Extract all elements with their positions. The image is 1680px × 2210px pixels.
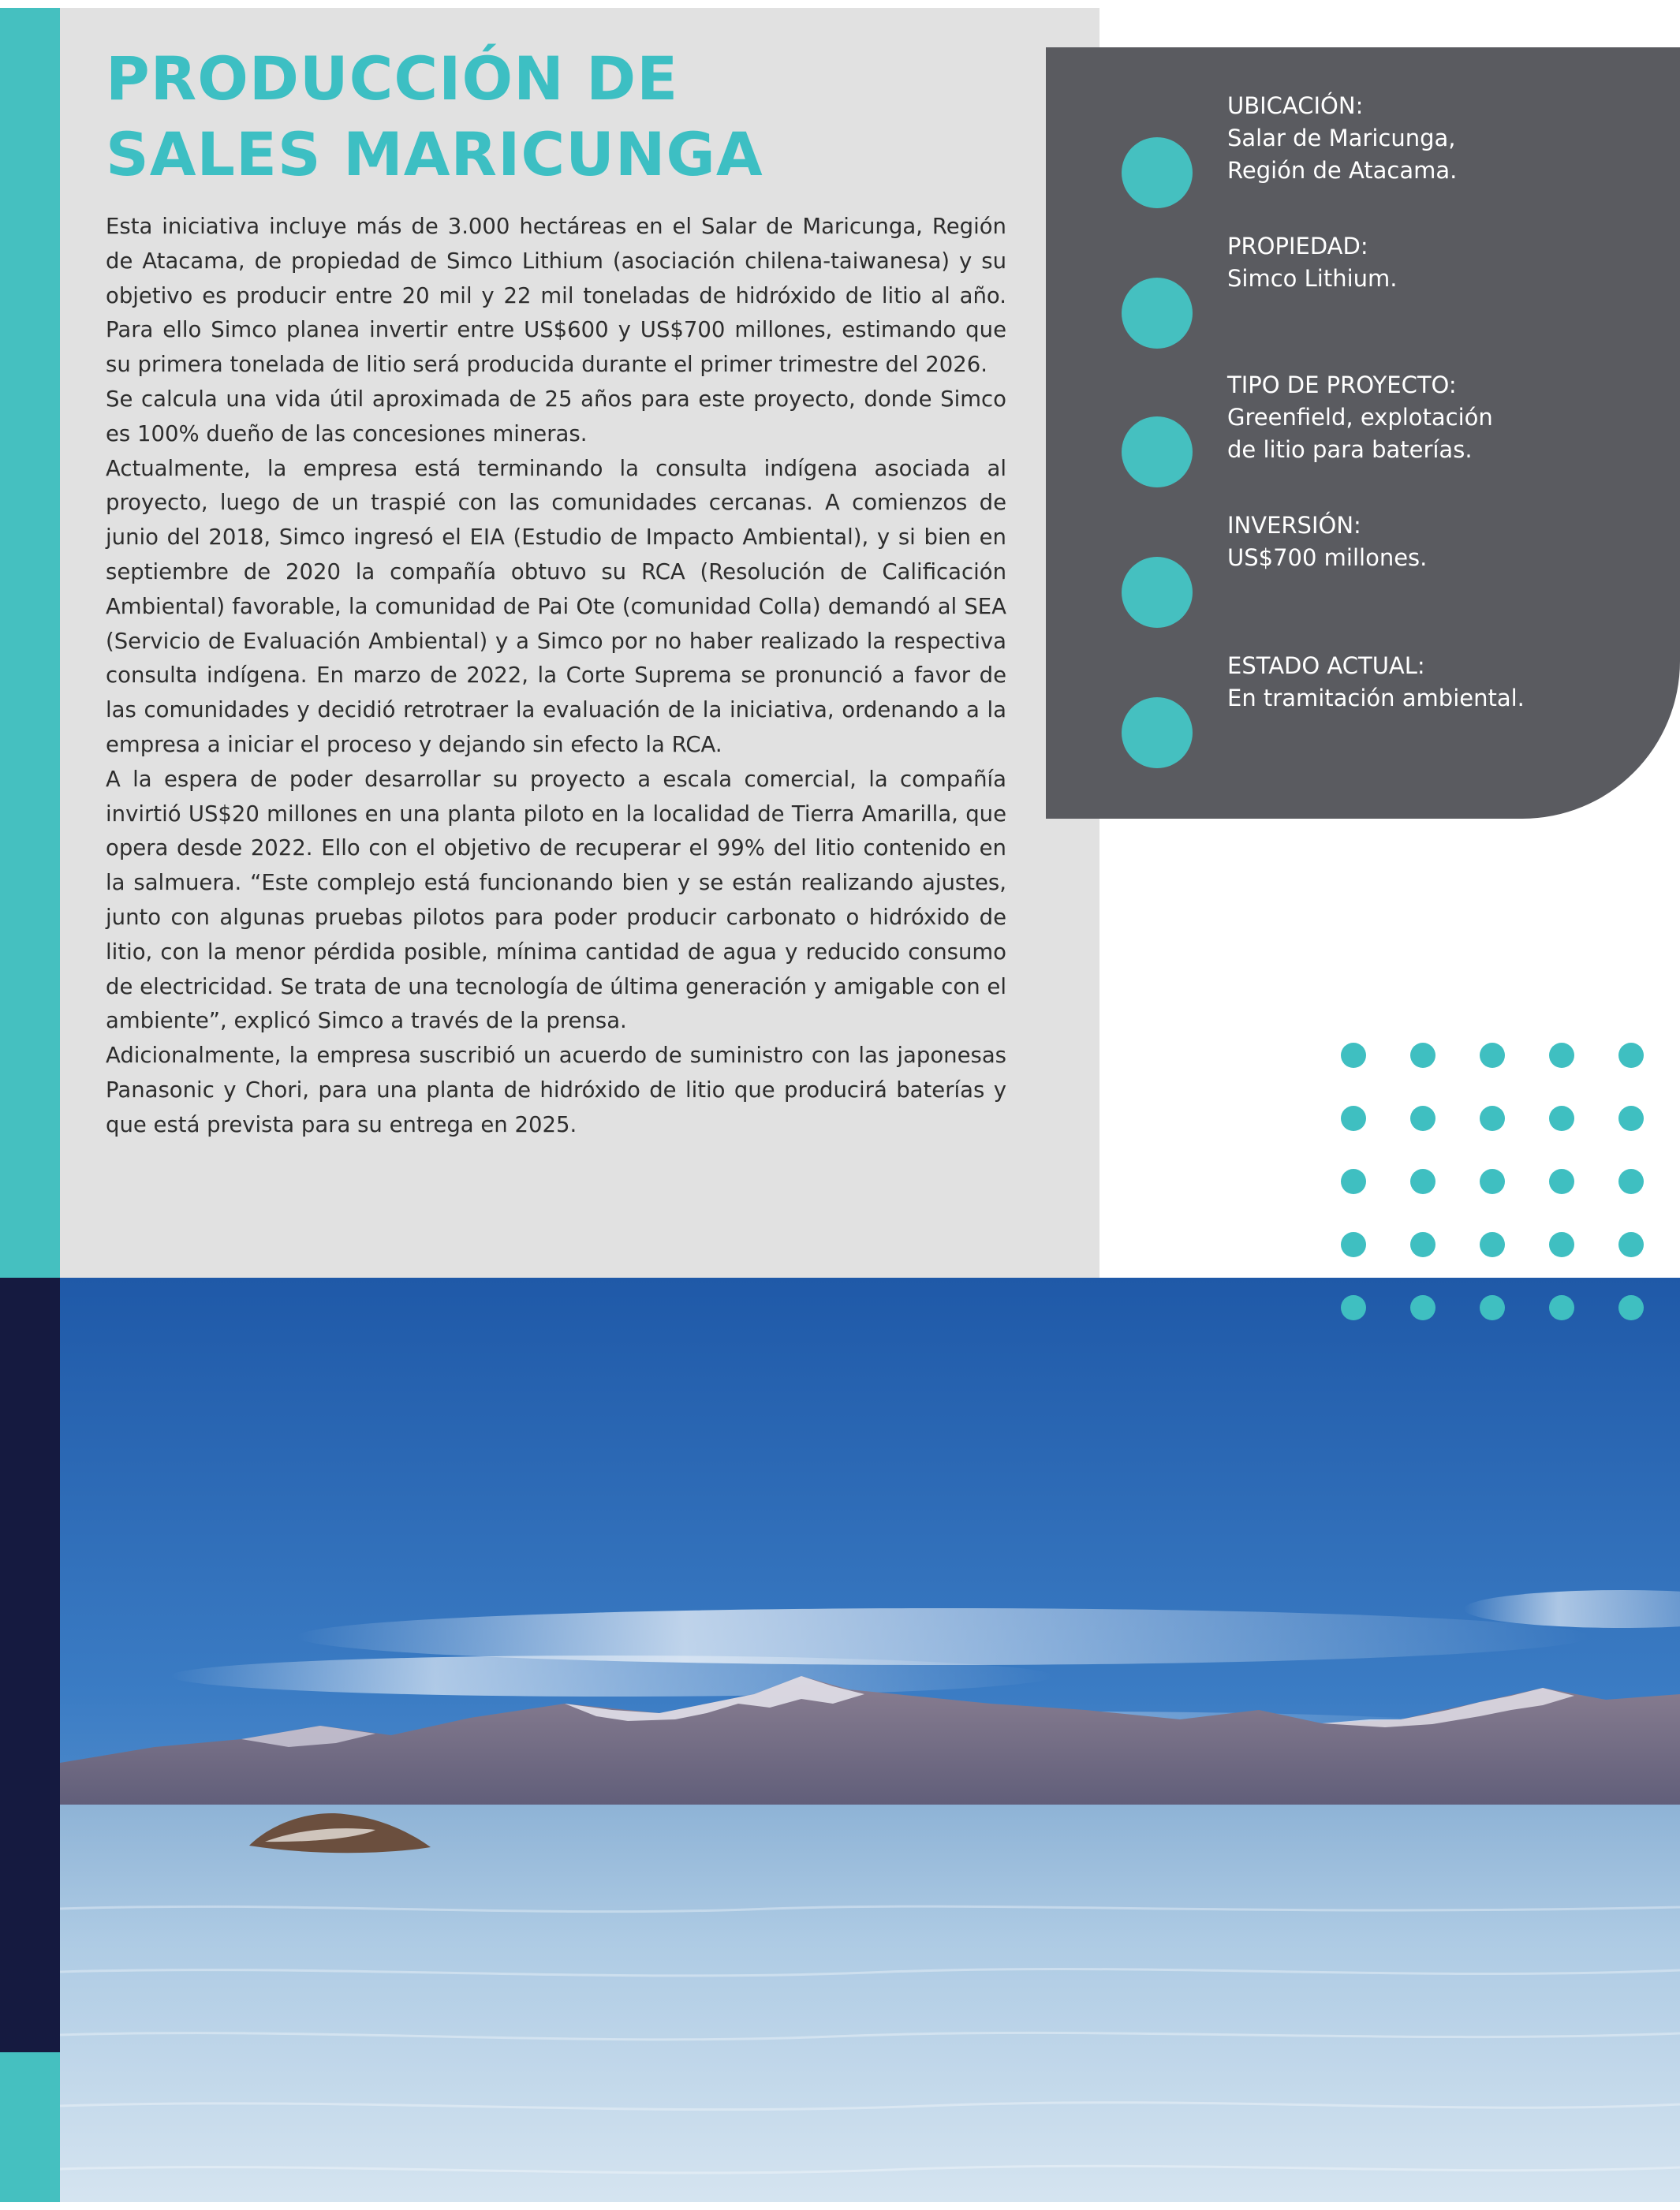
decorative-dot xyxy=(1341,1106,1366,1131)
info-label: ESTADO ACTUAL: xyxy=(1227,652,1425,679)
article-body xyxy=(106,210,1006,1143)
info-label: PROPIEDAD: xyxy=(1227,233,1368,259)
accent-bar-teal-top xyxy=(0,8,60,1278)
accent-bar-navy xyxy=(0,1278,60,2052)
decorative-dot xyxy=(1410,1169,1435,1194)
info-item-ownership xyxy=(1046,230,1680,349)
accent-bar-teal-bottom xyxy=(0,2052,60,2202)
info-value: En tramitación ambiental. xyxy=(1227,685,1525,711)
info-text-project-type xyxy=(1227,369,1653,466)
decorative-dot xyxy=(1618,1106,1644,1131)
info-text-location xyxy=(1227,90,1653,187)
decorative-dot xyxy=(1618,1295,1644,1320)
decorative-dot xyxy=(1341,1043,1366,1068)
decorative-dot xyxy=(1549,1043,1574,1068)
info-value: Simco Lithium. xyxy=(1227,265,1398,292)
info-item-investment xyxy=(1046,510,1680,628)
decorative-dot xyxy=(1549,1169,1574,1194)
body-paragraph-2: Se calcula una vida útil aproximada de 25 años para este proyecto, donde Simco es 100% dueño de las concesiones mineras. xyxy=(106,386,1006,446)
decorative-dot xyxy=(1618,1043,1644,1068)
info-value: de litio para baterías. xyxy=(1227,436,1473,463)
decorative-dot xyxy=(1341,1295,1366,1320)
info-item-location xyxy=(1046,90,1680,208)
info-label: UBICACIÓN: xyxy=(1227,92,1364,119)
article-title-line-2: SALES MARICUNGA xyxy=(106,119,763,189)
decorative-dot xyxy=(1618,1232,1644,1257)
decorative-dot xyxy=(1410,1043,1435,1068)
body-paragraph-4: A la espera de poder desarrollar su proyecto a escala comercial, la compañía invirtió US$20 millones en una planta piloto en la localidad de Tierra Amarilla, que opera desde 2022. Ello con el objetivo de recuperar el 99% del litio contenido en la salmuera. “Este complejo está funcionando bien y se están realizando ajustes, junto con algunas pruebas pilotos para poder producir carbonato o hidróxido de litio, con la menor pérdida posible, mínima cantidad de agua y reducido consumo de electricidad. Se trata de una tecnología de última generación y amigable con el ambiente”, explicó Simco a través de la prensa. xyxy=(106,766,1006,1034)
decorative-dot xyxy=(1549,1106,1574,1131)
decorative-dot xyxy=(1480,1106,1505,1131)
landscape-illustration xyxy=(60,1278,1680,2202)
decorative-dot xyxy=(1549,1232,1574,1257)
decorative-dot xyxy=(1410,1106,1435,1131)
decorative-dot xyxy=(1410,1295,1435,1320)
bullet-circle-icon xyxy=(1122,278,1193,349)
decorative-dot xyxy=(1480,1295,1505,1320)
info-value: Salar de Maricunga, xyxy=(1227,125,1456,151)
bullet-circle-icon xyxy=(1122,557,1193,628)
decorative-dot xyxy=(1549,1295,1574,1320)
decorative-dot xyxy=(1341,1232,1366,1257)
body-paragraph-5: Adicionalmente, la empresa suscribió un acuerdo de suministro con las japonesas Panasonic y Chori, para una planta de hidróxido de litio que producirá baterías y que está prevista para su entrega en 2025. xyxy=(106,1043,1006,1137)
info-value: Región de Atacama. xyxy=(1227,157,1458,184)
decorative-dot xyxy=(1480,1169,1505,1194)
bullet-circle-icon xyxy=(1122,697,1193,768)
body-paragraph-1: Esta iniciativa incluye más de 3.000 hectáreas en el Salar de Maricunga, Región de Atacama, de propiedad de Simco Lithium (asociación chilena-taiwanesa) y su objetivo es producir entre 20 mil y 22 mil toneladas de hidróxido de litio al año. Para ello Simco planea invertir entre US$600 y US$700 millones, estimando que su primera tonelada de litio será producida durante el primer trimestre del 2026. xyxy=(106,214,1006,378)
article-title-line-1: PRODUCCIÓN DE xyxy=(106,43,679,114)
info-value: US$700 millones. xyxy=(1227,544,1428,571)
decorative-dot xyxy=(1618,1169,1644,1194)
decorative-dot xyxy=(1410,1232,1435,1257)
info-label: INVERSIÓN: xyxy=(1227,512,1361,539)
body-paragraph-3: Actualmente, la empresa está terminando la consulta indígena asociada al proyecto, luego de un traspié con las comunidades cercanas. A comienzos de junio del 2018, Simco ingresó el EIA (Estudio de Impacto Ambiental), y si bien en septiembre de 2020 la compañía obtuvo su RCA (Resolución de Calificación Ambiental) favorable, la comunidad de Pai Ote (comunidad Colla) demandó al SEA (Servicio de Evaluación Ambiental) y a Simco por no haber realizado la respectiva consulta indígena. En marzo de 2022, la Corte Suprema se pronunció a favor de las comunidades y decidió retrotraer la evaluación de la iniciativa, ordenando a la empresa a iniciar el proceso y dejando sin efecto la RCA. xyxy=(106,455,1006,757)
salar-landscape-photo xyxy=(60,1278,1680,2202)
bullet-circle-icon xyxy=(1122,416,1193,487)
project-info-panel xyxy=(1046,47,1680,819)
info-text-status xyxy=(1227,650,1653,715)
info-text-investment xyxy=(1227,510,1653,574)
info-label: TIPO DE PROYECTO: xyxy=(1227,371,1457,398)
decorative-dot xyxy=(1480,1043,1505,1068)
info-item-project-type xyxy=(1046,369,1680,487)
bullet-circle-icon xyxy=(1122,137,1193,208)
decorative-dot xyxy=(1480,1232,1505,1257)
decorative-dot-grid xyxy=(1341,1043,1656,1327)
decorative-dot xyxy=(1341,1169,1366,1194)
article-title xyxy=(106,41,1052,192)
info-text-ownership xyxy=(1227,230,1653,295)
info-value: Greenfield, explotación xyxy=(1227,404,1493,431)
info-item-status xyxy=(1046,650,1680,768)
